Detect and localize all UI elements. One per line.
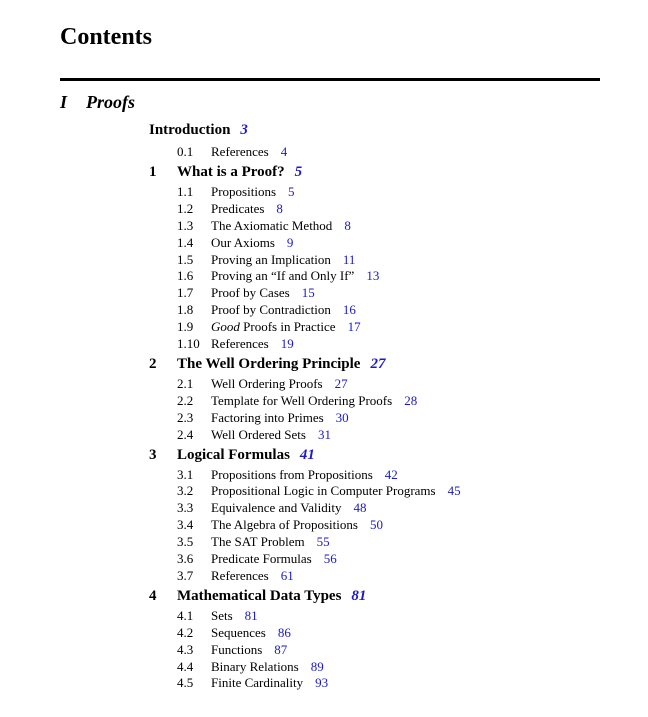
toc-section-entry[interactable] (177, 409, 349, 427)
toc-section-entry[interactable] (177, 284, 315, 302)
section-number: 4.3 (177, 641, 194, 657)
introduction-title: Introduction (149, 122, 231, 138)
section-number: 2.3 (177, 409, 194, 425)
section-title: Functions (211, 641, 263, 657)
section-page-link[interactable]: 13 (366, 268, 380, 284)
section-title: References (211, 567, 269, 583)
section-title-emphasis: Good (211, 319, 240, 335)
section-title: Sequences (211, 624, 266, 640)
section-title: Our Axioms (211, 234, 275, 250)
section-page-link[interactable]: 87 (274, 641, 288, 657)
chapter-page-link[interactable]: 5 (294, 163, 303, 180)
section-number: 1.8 (177, 302, 194, 318)
section-page-link[interactable]: 31 (317, 426, 331, 442)
chapter-title: What is a Proof? (177, 163, 285, 180)
chapter-page-link[interactable]: 41 (299, 446, 315, 463)
section-title: References (211, 144, 269, 159)
section-page-link[interactable]: 9 (286, 234, 294, 250)
section-title: Factoring into Primes (211, 409, 324, 425)
toc-section-entry[interactable] (177, 301, 356, 319)
toc-section-entry[interactable] (177, 426, 331, 444)
section-title: Template for Well Ordering Proofs (211, 392, 393, 408)
toc-introduction-entry[interactable] (149, 121, 248, 139)
toc-section-entry[interactable] (177, 624, 291, 642)
section-title: Well Ordering Proofs (211, 375, 323, 391)
section-number: 1.3 (177, 217, 194, 233)
section-page-link[interactable]: 11 (342, 251, 356, 267)
section-title: Proof by Cases (211, 285, 290, 301)
section-number: 3.5 (177, 534, 194, 550)
section-number: 3.6 (177, 551, 194, 566)
section-title: Binary Relations (211, 658, 299, 674)
section-page-link[interactable]: 56 (323, 551, 337, 566)
section-page-link[interactable]: 50 (369, 517, 383, 533)
section-page-link[interactable]: 42 (384, 466, 398, 482)
section-title: Sets (211, 607, 233, 623)
chapter-number: 3 (149, 446, 157, 463)
section-page-link[interactable]: 8 (276, 200, 283, 216)
section-page-link[interactable]: 81 (244, 607, 258, 623)
section-page-link[interactable]: 45 (447, 483, 461, 499)
toc-section-entry[interactable] (177, 318, 361, 336)
toc-chapter-entry[interactable] (149, 446, 315, 464)
toc-section-entry[interactable] (177, 200, 283, 218)
chapter-title: Logical Formulas (177, 446, 290, 463)
chapter-number: 4 (149, 587, 157, 604)
toc-section-entry[interactable] (177, 499, 366, 517)
toc-section-entry[interactable] (177, 335, 294, 353)
section-number: 2.2 (177, 392, 194, 408)
section-title: Finite Cardinality (211, 675, 304, 691)
section-title: References (211, 336, 269, 351)
section-number: 1.7 (177, 285, 194, 301)
section-number: 0.1 (177, 144, 194, 159)
chapter-page-link[interactable]: 27 (370, 355, 386, 372)
section-page-link[interactable]: 48 (353, 500, 367, 516)
toc-section-entry[interactable] (177, 482, 461, 500)
section-number: 4.1 (177, 607, 194, 623)
page-title: Contents (60, 24, 153, 50)
section-number: 1.4 (177, 234, 194, 250)
section-number: 3.1 (177, 466, 194, 482)
section-page-link[interactable]: 5 (288, 183, 295, 199)
section-number: 4.4 (177, 658, 194, 674)
toc-section-entry[interactable] (177, 143, 287, 161)
toc-section-entry[interactable] (177, 658, 324, 676)
section-number: 1.5 (177, 251, 194, 267)
section-title: Proof by Contradiction (211, 302, 331, 318)
section-title: Propositions (211, 183, 277, 199)
section-title: Propositional Logic in Computer Programs (211, 483, 436, 499)
section-title: Well Ordered Sets (211, 426, 306, 442)
part-title: Proofs (86, 92, 135, 112)
section-number: 1.1 (177, 183, 194, 199)
toc-section-entry[interactable] (177, 234, 293, 252)
section-page-link[interactable]: 28 (404, 392, 418, 408)
toc-section-entry[interactable] (177, 607, 258, 625)
toc-chapter-entry[interactable] (149, 355, 386, 373)
section-title: The Axiomatic Method (211, 217, 333, 233)
section-number: 4.2 (177, 624, 194, 640)
section-title: Propositions from Propositions (211, 466, 373, 482)
section-number: 2.1 (177, 375, 194, 391)
section-page-link[interactable]: 89 (310, 658, 324, 674)
toc-section-entry[interactable] (177, 392, 417, 410)
section-page-link[interactable]: 93 (315, 675, 329, 691)
section-page-link[interactable]: 27 (334, 375, 348, 391)
section-number: 1.10 (177, 336, 200, 351)
section-number: 1.6 (177, 268, 194, 284)
toc-section-entry[interactable] (177, 375, 348, 393)
section-title: Proving an “If and Only If” (211, 268, 355, 284)
toc-section-entry[interactable] (177, 567, 294, 585)
part-number: I (60, 92, 68, 112)
section-title: The SAT Problem (211, 534, 305, 550)
section-number: 3.2 (177, 483, 194, 499)
section-title: Good Proofs in Practice (211, 319, 336, 335)
chapter-title: Mathematical Data Types (177, 587, 342, 604)
toc-section-entry[interactable] (177, 251, 355, 269)
section-number: 1.9 (177, 319, 194, 335)
chapter-page-link[interactable]: 81 (351, 587, 367, 604)
section-page-link[interactable]: 4 (280, 144, 288, 159)
toc-section-entry[interactable] (177, 533, 330, 551)
chapter-title: The Well Ordering Principle (177, 355, 361, 372)
section-number: 3.3 (177, 500, 194, 516)
section-page-link[interactable]: 8 (344, 217, 351, 233)
introduction-page-link[interactable]: 3 (240, 122, 248, 138)
section-title: Equivalence and Validity (211, 500, 342, 516)
section-title: Predicates (211, 200, 265, 216)
section-number: 1.2 (177, 200, 194, 216)
section-page-link[interactable]: 30 (335, 409, 349, 425)
section-page-link[interactable]: 16 (342, 302, 356, 318)
toc-section-entry[interactable] (177, 466, 398, 484)
toc-section-entry[interactable] (177, 267, 379, 285)
chapter-number: 2 (149, 355, 157, 372)
section-number: 3.7 (177, 567, 194, 583)
section-number: 4.5 (177, 675, 194, 691)
toc-section-entry[interactable] (177, 516, 383, 534)
toc-section-entry[interactable] (177, 217, 351, 235)
section-page-link[interactable]: 61 (280, 567, 294, 583)
section-title: The Algebra of Propositions (211, 517, 358, 533)
toc-section-entry[interactable] (177, 641, 287, 659)
toc-chapter-entry[interactable] (149, 587, 367, 605)
section-page-link[interactable]: 17 (347, 319, 361, 335)
section-page-link[interactable]: 19 (280, 336, 294, 351)
toc-section-entry[interactable] (177, 674, 328, 692)
section-title: Predicate Formulas (211, 551, 312, 566)
toc-section-entry[interactable] (177, 550, 337, 568)
section-page-link[interactable]: 55 (316, 534, 330, 550)
section-number: 2.4 (177, 426, 194, 442)
toc-chapter-entry[interactable] (149, 163, 303, 181)
section-page-link[interactable]: 15 (301, 285, 315, 301)
toc-section-entry[interactable] (177, 183, 295, 201)
section-number: 3.4 (177, 517, 194, 533)
chapter-number: 1 (149, 163, 157, 180)
section-page-link[interactable]: 86 (277, 624, 291, 640)
section-title: Proving an Implication (211, 251, 331, 267)
